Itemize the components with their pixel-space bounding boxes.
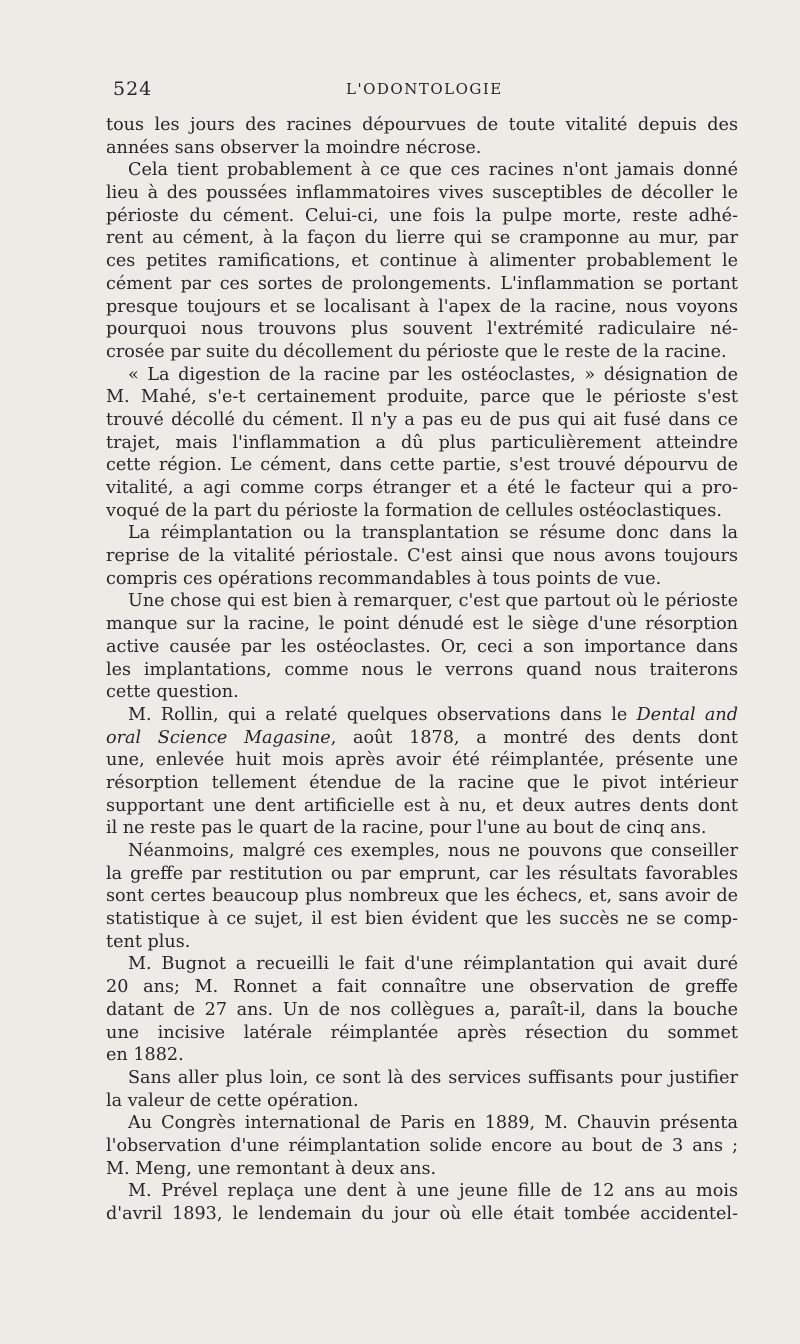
- text-line: manque sur la racine, le point dénudé est le siège d'une résorption: [106, 614, 738, 635]
- text-line: Sans aller plus loin, ce sont là des services suffisants pour justifier: [128, 1067, 738, 1088]
- text-line: La réimplantation ou la transplantation se résume donc dans la: [128, 523, 738, 544]
- text-line: il ne reste pas le quart de la racine, pour l'une au bout de cinq ans.: [106, 818, 707, 839]
- text-line: Cela tient probablement à ce que ces racines n'ont jamais donné: [128, 160, 738, 181]
- text-line: cette région. Le cément, dans cette partie, s'est trouvé dépourvu de: [106, 455, 738, 476]
- text-line: Néanmoins, malgré ces exemples, nous ne pouvons que conseiller: [128, 841, 738, 861]
- text-line: active causée par les ostéoclastes. Or, ceci a son importance dans: [106, 636, 738, 657]
- text-line: compris ces opérations recommandables à tous points de vue.: [106, 568, 662, 589]
- text-line: « La digestion de la racine par les ostéoclastes, » désignation de: [128, 364, 738, 385]
- text-line: en 1882.: [106, 1045, 184, 1066]
- page-number: 524: [113, 78, 153, 100]
- text-line: Une chose qui est bien à remarquer, c'est que partout où le périoste: [128, 591, 738, 612]
- text-line: datant de 27 ans. Un de nos collègues a, paraît-il, dans la bouche: [106, 999, 738, 1020]
- text-line: années sans observer la moindre nécrose.: [106, 137, 482, 158]
- text-line: trouvé décollé du cément. Il n'y a pas eu de pus qui ait fusé dans ce: [106, 409, 738, 430]
- text-line: pourquoi nous trouvons plus souvent l'extrémité radiculaire né-: [106, 319, 738, 340]
- running-title: L'ODONTOLOGIE: [346, 80, 503, 98]
- text-line: vitalité, a agi comme corps étranger et a été le facteur qui a pro-: [106, 478, 738, 498]
- text-line: M. Prével replaça une dent à une jeune fille de 12 ans au mois: [128, 1181, 738, 1202]
- text-line: résorption tellement étendue de la racine que le pivot intérieur: [106, 772, 738, 793]
- text-line: 20 ans; M. Ronnet a fait connaître une observation de greffe: [106, 977, 738, 998]
- text-line: une incisive latérale réimplantée après résection du sommet: [106, 1022, 738, 1043]
- text-line: M. Rollin, qui a relaté quelques observations dans le Dental and: [128, 704, 738, 725]
- text-line: crosée par suite du décollement du périoste que le reste de la racine.: [106, 341, 727, 362]
- text-line: cément par ces sortes de prolongements. L'inflammation se portant: [106, 273, 738, 294]
- text-line: ces petites ramifications, et continue à alimenter probablement le: [106, 251, 738, 272]
- text-line: la greffe par restitution ou par emprunt, car les résultats favorables: [106, 863, 738, 884]
- text-line: supportant une dent artificielle est à nu, et deux autres dents dont: [106, 795, 738, 816]
- text-line: lieu à des poussées inflammatoires vives susceptibles de décoller le: [106, 183, 738, 204]
- text-line: voqué de la part du périoste la formation de cellules ostéoclastiques.: [106, 500, 722, 521]
- text-line: les implantations, comme nous le verrons quand nous traiterons: [106, 659, 738, 680]
- text-line: l'observation d'une réimplantation solide encore au bout de 3 ans ;: [106, 1135, 738, 1156]
- text-line: la valeur de cette opération.: [106, 1090, 359, 1111]
- text-line: une, enlevée huit mois après avoir été réimplantée, présente une: [106, 750, 738, 771]
- text-line: Au Congrès international de Paris en 1889, M. Chauvin présenta: [128, 1113, 738, 1134]
- body-text: [106, 114, 738, 1226]
- text-line: cette question.: [106, 682, 239, 703]
- text-line: d'avril 1893, le lendemain du jour où elle était tombée accidentel-: [106, 1204, 738, 1224]
- text-line: presque toujours et se localisant à l'apex de la racine, nous voyons: [106, 296, 738, 317]
- text-line: sont certes beaucoup plus nombreux que les échecs, et, sans avoir de: [106, 886, 738, 907]
- page-header: [0, 78, 800, 104]
- text-line: périoste du cément. Celui-ci, une fois la pulpe morte, reste adhé-: [106, 205, 738, 226]
- text-line: statistique à ce sujet, il est bien évident que les succès ne se comp-: [106, 909, 738, 930]
- text-line: tous les jours des racines dépourvues de toute vitalité depuis des: [106, 115, 738, 135]
- text-line: trajet, mais l'inflammation a dû plus particulièrement atteindre: [106, 432, 738, 453]
- text-line: tent plus.: [106, 931, 191, 952]
- text-line: M. Bugnot a recueilli le fait d'une réimplantation qui avait duré: [128, 954, 738, 975]
- text-line: reprise de la vitalité périostale. C'est ainsi que nous avons toujours: [106, 546, 738, 567]
- text-line: oral Science Magasine, août 1878, a montré des dents dont: [106, 727, 738, 748]
- text-line: M. Meng, une remontant à deux ans.: [106, 1158, 437, 1179]
- text-line: M. Mahé, s'e-t certainement produite, parce que le périoste s'est: [106, 387, 738, 408]
- text-line: rent au cément, à la façon du lierre qui se cramponne au mur, par: [106, 228, 738, 249]
